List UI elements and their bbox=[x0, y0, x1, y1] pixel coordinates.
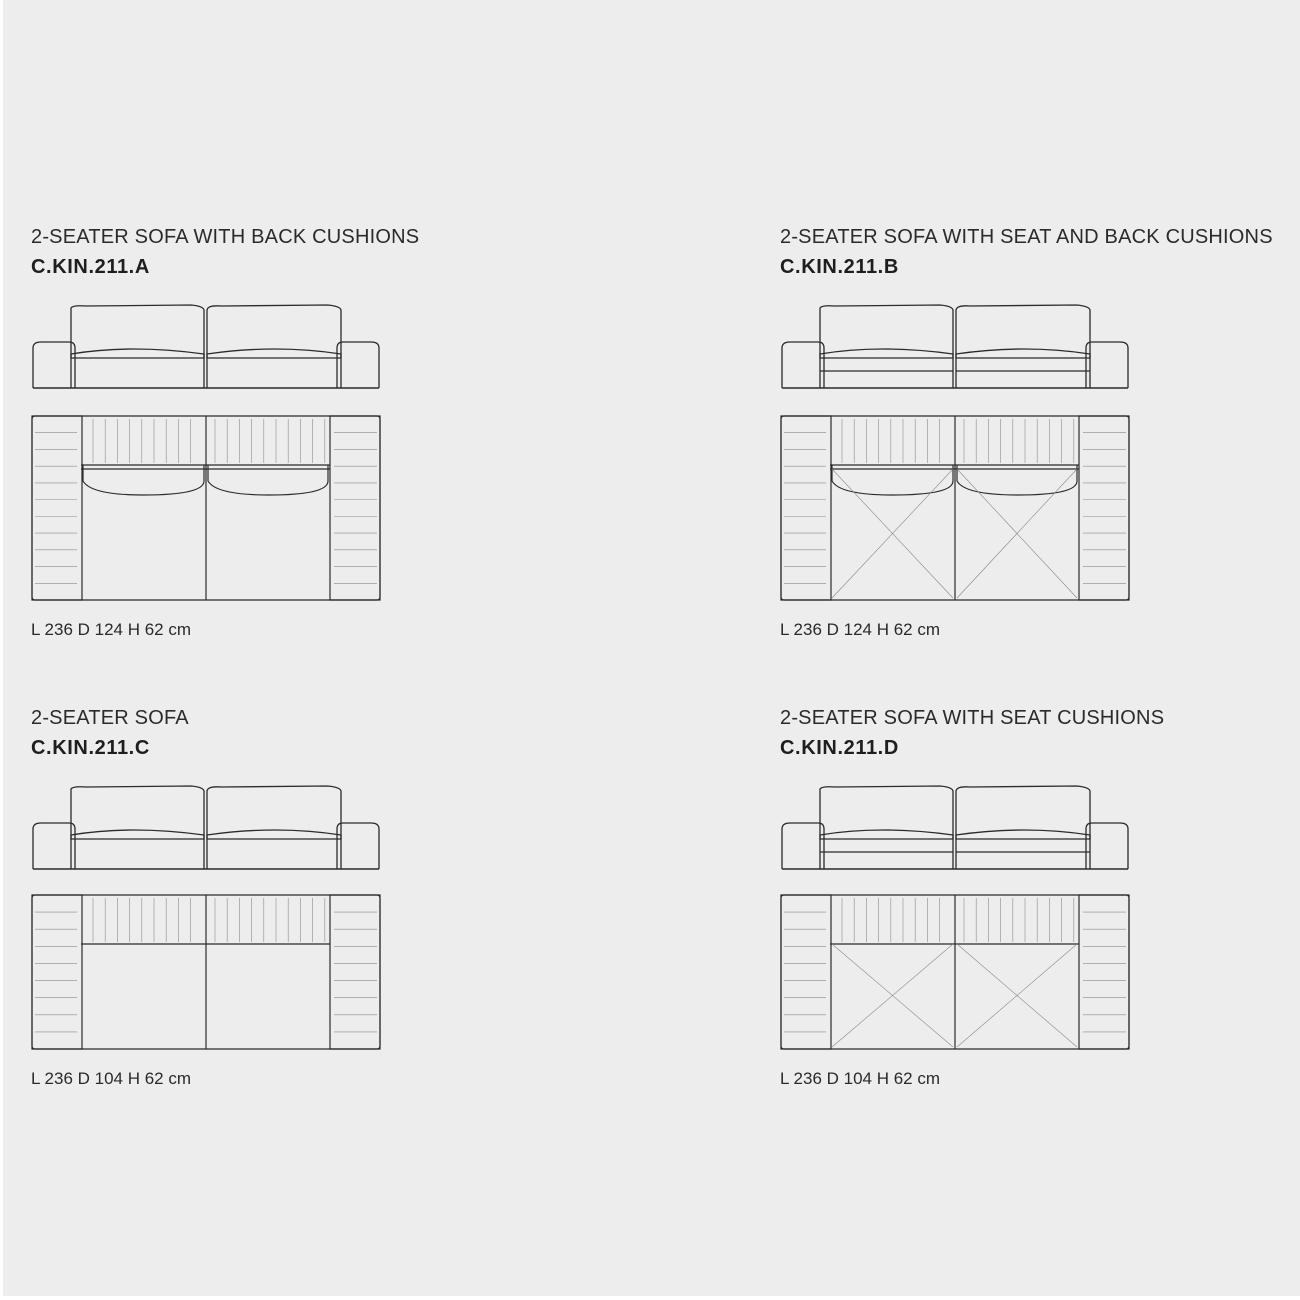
armrest-left-plan bbox=[781, 416, 831, 600]
back-cushion-left bbox=[71, 305, 204, 358]
seat-front-left bbox=[71, 349, 204, 388]
armrest-left-plan bbox=[32, 416, 82, 600]
armrest-left bbox=[782, 342, 824, 388]
product-code: C.KIN.211.D bbox=[780, 737, 899, 759]
product-dimensions: L 236 D 124 H 62 cm bbox=[31, 620, 192, 639]
back-cushion-left bbox=[820, 786, 953, 839]
product-title: 2-SEATER SOFA WITH BACK CUSHIONS bbox=[31, 226, 420, 248]
armrest-left bbox=[33, 342, 75, 388]
product-code: C.KIN.211.C bbox=[31, 737, 150, 759]
sofa-front-elevation-drawing bbox=[780, 302, 1130, 390]
page-border-bottom bbox=[0, 1296, 1300, 1300]
seat-front-right bbox=[207, 349, 341, 388]
armrest-left bbox=[33, 823, 75, 869]
product-dimensions: L 236 D 104 H 62 cm bbox=[31, 1069, 192, 1088]
sofa-front-elevation-drawing bbox=[31, 783, 381, 871]
armrest-right bbox=[337, 823, 379, 869]
product-title: 2-SEATER SOFA WITH SEAT CUSHIONS bbox=[780, 707, 1165, 729]
seat-front-right bbox=[956, 349, 1090, 388]
back-cushion-left bbox=[71, 786, 204, 839]
page-border-left bbox=[0, 0, 3, 1300]
product-dimensions: L 236 D 104 H 62 cm bbox=[780, 1069, 941, 1088]
back-cushion-right bbox=[956, 305, 1090, 358]
armrest-right bbox=[337, 342, 379, 388]
sofa-plan-view-drawing bbox=[780, 415, 1130, 601]
seat-front-right bbox=[956, 830, 1090, 869]
product-title: 2-SEATER SOFA WITH SEAT AND BACK CUSHIONS bbox=[780, 226, 1273, 248]
sofa-plan-view-drawing bbox=[31, 894, 381, 1050]
back-cushion-right bbox=[207, 786, 341, 839]
back-cushion-left bbox=[820, 305, 953, 358]
sofa-front-elevation-drawing bbox=[780, 783, 1130, 871]
seat-front-left bbox=[820, 830, 953, 869]
product-title: 2-SEATER SOFA bbox=[31, 707, 189, 729]
armrest-right-plan bbox=[330, 895, 380, 1049]
armrest-left-plan bbox=[32, 895, 82, 1049]
product-dimensions: L 236 D 124 H 62 cm bbox=[780, 620, 941, 639]
armrest-left bbox=[782, 823, 824, 869]
seat-front-left bbox=[820, 349, 953, 388]
armrest-right-plan bbox=[330, 416, 380, 600]
armrest-left-plan bbox=[781, 895, 831, 1049]
seat-front-right bbox=[207, 830, 341, 869]
sofa-plan-view-drawing bbox=[780, 894, 1130, 1050]
sofa-front-elevation-drawing bbox=[31, 302, 381, 390]
armrest-right bbox=[1086, 823, 1128, 869]
armrest-right bbox=[1086, 342, 1128, 388]
sofa-plan-view-drawing bbox=[31, 415, 381, 601]
armrest-right-plan bbox=[1079, 895, 1129, 1049]
product-code: C.KIN.211.B bbox=[780, 256, 899, 278]
seat-front-left bbox=[71, 830, 204, 869]
back-cushion-right bbox=[956, 786, 1090, 839]
product-code: C.KIN.211.A bbox=[31, 256, 150, 278]
armrest-right-plan bbox=[1079, 416, 1129, 600]
back-cushion-right bbox=[207, 305, 341, 358]
